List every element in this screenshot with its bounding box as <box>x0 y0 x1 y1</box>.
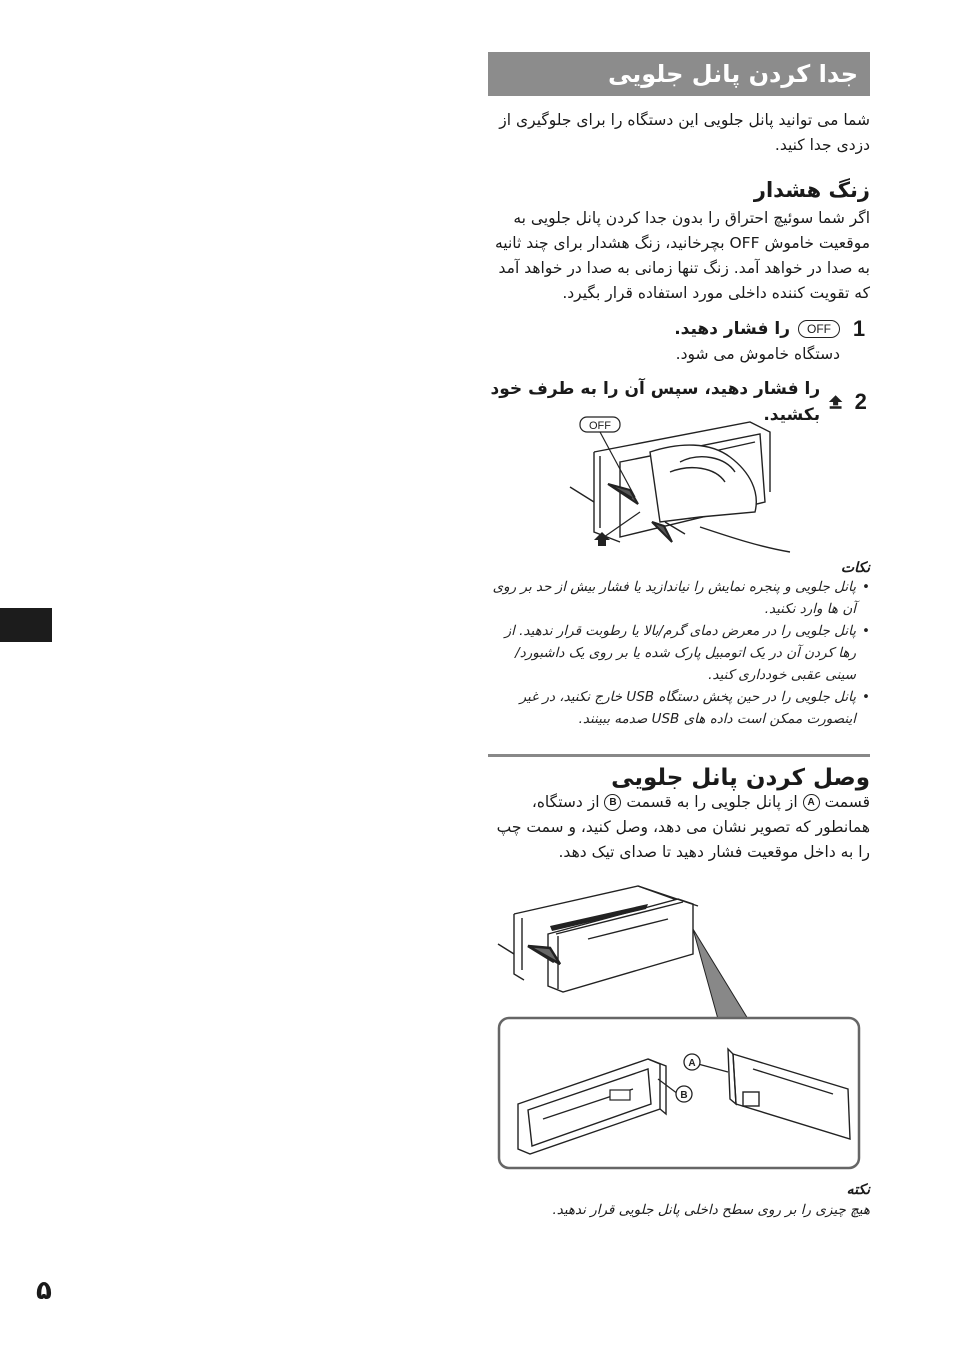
step-2-text: را فشار دهید، سپس آن را به طرف خود بکشید. <box>490 379 821 425</box>
off-key-label: OFF <box>798 320 840 338</box>
step-2-number: 2 <box>854 389 867 414</box>
attach-text-part1: قسمت <box>824 793 870 811</box>
alarm-text: اگر شما سوئیچ احتراق را بدون جدا کردن پانل جلویی به موقعیت خاموش OFF بچرخانید، زنگ هشدار برای چند ثانیه به صدا در خواهد آمد. زنگ تنها زمانی به صدا در خواهد آمد که تقویت کننده داخلی مورد استفاده قرار بگیرد. <box>494 209 870 302</box>
alarm-title: زنگ هشدار <box>753 178 870 202</box>
step-1-number: 1 <box>852 316 866 341</box>
figure-attach-panel <box>488 874 870 1174</box>
label-b-badge: B <box>604 794 621 811</box>
attach-note <box>488 1182 870 1222</box>
notes-block <box>488 560 870 730</box>
section-tab-marker <box>0 608 52 642</box>
figure-label-b: B <box>680 1090 688 1101</box>
section-title-attach: وصل کردن پانل جلویی <box>611 765 870 791</box>
note-item: • پانل جلویی را در حین پخش دستگاه USB خارج نکنید، در غیر اینصورت ممکن است داده های USB صدمه ببینند. <box>488 686 856 730</box>
label-a-badge: A <box>803 794 820 811</box>
section-title-remove: جدا کردن پانل جلویی <box>488 52 870 96</box>
remove-intro: شما می توانید پانل جلویی این دستگاه را برای جلوگیری از دزدی جدا کنید. <box>499 111 870 154</box>
step-1 <box>488 316 870 367</box>
notes-list <box>488 576 870 730</box>
figure-label-a: A <box>688 1058 696 1069</box>
note-item: • پانل جلویی و پنجره نمایش را نیاندازید یا فشار بیش از حد بر روی آن ها وارد نکنید. <box>488 576 856 620</box>
attach-note-title: نکته <box>846 1182 870 1198</box>
figure-remove-panel <box>560 412 800 562</box>
step-1-result: دستگاه خاموش می شود. <box>675 345 840 363</box>
page-number: ۵ <box>36 1276 52 1306</box>
figure-off-label: OFF <box>589 420 611 432</box>
attach-text <box>488 790 870 865</box>
attach-text-part2: از پانل جلویی را به قسمت <box>626 793 798 811</box>
section-divider <box>488 754 870 757</box>
note-item: • پانل جلویی را در معرض دمای گرم/بالا یا رطوبت قرار ندهید. از رها کردن آن در یک اتومبیل پارک شده یا بر روی یک داشبورد/سینی عقبی خودداری کنید. <box>488 620 856 686</box>
step-1-text: را فشار دهید. <box>674 319 790 339</box>
notes-title: نکات <box>840 560 870 576</box>
attach-note-text: هیچ چیزی را بر روی سطح داخلی پانل جلویی قرار ندهید. <box>552 1202 870 1218</box>
release-button-icon <box>828 393 843 411</box>
attach-text-part3: از دستگاه، همانطور که تصویر نشان می دهد، وصل کنید، و سمت چپ را به داخل موقعیت فشار دهید تا صدای تیک دهد. <box>496 793 870 861</box>
